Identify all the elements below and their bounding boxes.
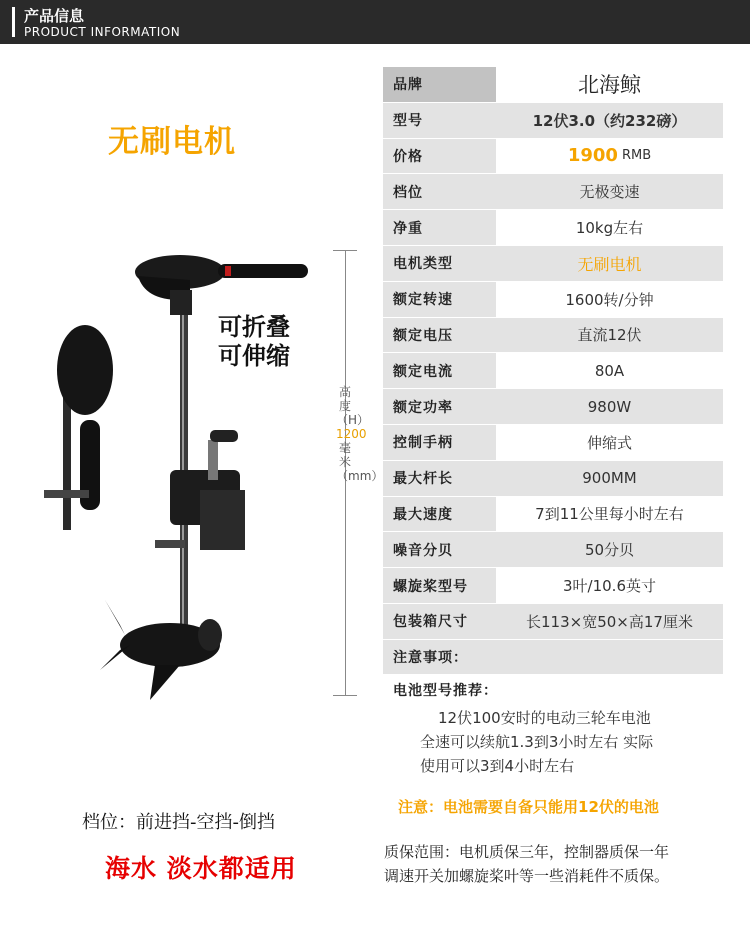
warranty-line: 质保范围：电机质保三年，控制器质保一年 (384, 843, 670, 861)
spec-value: 长113×宽50×高17厘米 (496, 604, 723, 639)
spec-value: 7到11公里每小时左右 (496, 497, 723, 532)
spec-row-brand (383, 67, 723, 103)
spec-value: 1600转/分钟 (496, 282, 723, 317)
spec-key: 螺旋桨型号 (383, 568, 496, 603)
battery-line: 12伏100安时的电动三轮车电池 (438, 709, 651, 727)
section-header (0, 0, 750, 44)
spec-value: 12伏3.0（约232磅） (496, 103, 723, 138)
header-accent-bar (12, 7, 15, 37)
spec-value: 直流12伏 (496, 318, 723, 353)
height-suffix: 毫米（mm） (336, 441, 384, 483)
foldable-line: 可折叠 (218, 313, 290, 341)
height-value: 1200 (336, 427, 367, 441)
spec-row-power (383, 389, 723, 425)
gear-description: 档位：前进挡-空挡-倒挡 (82, 812, 275, 833)
spec-table (383, 67, 723, 640)
price-unit: RMB (621, 148, 652, 164)
spec-value: 伸缩式 (496, 425, 723, 460)
warranty-text (384, 840, 669, 888)
header-title-cn: 产品信息 (24, 7, 85, 25)
spec-key: 净重 (383, 210, 496, 245)
spec-value: 无刷电机 (496, 246, 723, 281)
notice-heading: 注意事项： (383, 640, 723, 674)
spec-key: 额定转速 (383, 282, 496, 317)
height-dimension-label (336, 385, 384, 483)
brushless-motor-title: 无刷电机 (108, 124, 236, 160)
spec-value: 10kg左右 (496, 210, 723, 245)
battery-line: 全速可以续航1.3到3小时左右 实际 (420, 733, 654, 751)
battery-recommendation (420, 706, 653, 778)
spec-row-price (383, 139, 723, 175)
warranty-line: 调速开关加螺旋桨叶等一些消耗件不质保。 (384, 867, 670, 885)
trolling-motor-image (30, 240, 330, 710)
spec-value: 50分贝 (496, 532, 723, 567)
spec-row-motor-type (383, 246, 723, 282)
spec-key: 包装箱尺寸 (383, 604, 496, 639)
spec-key: 控制手柄 (383, 425, 496, 460)
spec-value: 900MM (496, 461, 723, 496)
telescopic-line: 可伸缩 (218, 342, 290, 370)
spec-key: 最大杆长 (383, 461, 496, 496)
spec-key: 额定电压 (383, 318, 496, 353)
spec-row-propeller (383, 568, 723, 604)
spec-key: 档位 (383, 174, 496, 209)
spec-key: 额定功率 (383, 389, 496, 424)
spec-row-voltage (383, 318, 723, 354)
spec-key: 型号 (383, 103, 496, 138)
spec-key: 噪音分贝 (383, 532, 496, 567)
spec-value: 3叶/10.6英寸 (496, 568, 723, 603)
spec-row-current (383, 353, 723, 389)
height-prefix: 高度（H） (336, 385, 370, 427)
spec-value: 北海鲸 (496, 67, 723, 102)
price-value: 1900 (567, 145, 618, 167)
spec-row-weight (383, 210, 723, 246)
spec-row-model (383, 103, 723, 139)
spec-value: 980W (496, 389, 723, 424)
spec-value: 80A (496, 353, 723, 388)
spec-value: 无极变速 (496, 174, 723, 209)
spec-row-rpm (383, 282, 723, 318)
spec-row-noise (383, 532, 723, 568)
spec-row-shaft-length (383, 461, 723, 497)
spec-key: 价格 (383, 139, 496, 174)
header-title-en: PRODUCT INFORMATION (24, 25, 181, 39)
water-usage: 海水 淡水都适用 (105, 854, 297, 883)
battery-warning: 注意：电池需要自备只能用12伏的电池 (398, 798, 659, 816)
spec-key: 品牌 (383, 67, 496, 102)
spec-key: 额定电流 (383, 353, 496, 388)
spec-row-max-speed (383, 497, 723, 533)
spec-row-gear (383, 174, 723, 210)
spec-row-handle (383, 425, 723, 461)
spec-key: 电机类型 (383, 246, 496, 281)
spec-row-package-size (383, 604, 723, 640)
spec-value (496, 139, 723, 174)
spec-key: 最大速度 (383, 497, 496, 532)
battery-line: 使用可以3到4小时左右 (420, 757, 575, 775)
battery-heading: 电池型号推荐： (383, 675, 723, 705)
dimension-tick-bottom (333, 695, 357, 696)
